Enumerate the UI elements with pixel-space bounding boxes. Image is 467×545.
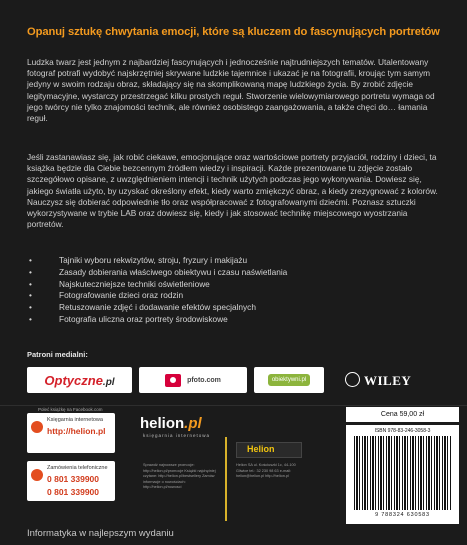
helion-badge: Helion (236, 442, 302, 458)
divider (0, 405, 467, 406)
publisher-address: Helion SA ul. Kościuszki 1c, 44-100 Gliwice tel.: 32 230 98 63 e-mail: helion@helion.pl http://helion.pl (236, 463, 296, 479)
list-item: • Fotografowanie dzieci oraz rodzin (29, 290, 184, 301)
list-item: • Retuszowanie zdjęć i dodawanie efektów specjalnych (29, 302, 256, 313)
phone-icon (31, 469, 43, 481)
list-item: • Najskuteczniejsze techniki oświetleniowe (29, 278, 210, 289)
intro-paragraph: Ludzka twarz jest jednym z najbardziej fascynujących i jednocześnie najtrudniejszych tematów. Utalentowany fotograf potrafi wydobyć najskrzętniej skrywane ludzkie tajemnice i ukazać je na fotografii, kroując tym samym jedyny w swoim rodzaju obraz, składający się na skomplikowaną mapę ludzkiego życia. By zrobić zdjęcie legitymacyjne, wystarczy przestrzegać kilku prostych reguł. Stworzenie wielowymiarowego portretu wymaga od jego twórcy nie tylko znajomości technik, ale również osobistego zaangażowania, a także chęci do… łamania reguł. (27, 57, 435, 124)
bullet-icon: • (29, 313, 32, 324)
facebook-line: Poleć książkę na Facebook.com (38, 407, 103, 412)
bullet-icon: • (29, 290, 32, 301)
barcode-number: 9 788324 630583 (375, 512, 430, 518)
list-item: • Fotografia uliczna oraz portrety środowiskowe (29, 313, 228, 324)
helion-logo: helion.pl (140, 415, 202, 432)
footer-slogan: Informatyka w najlepszym wydaniu (27, 528, 174, 539)
bullet-icon: • (29, 302, 32, 313)
feature-list (27, 255, 427, 326)
bullet-icon: • (29, 278, 32, 289)
camera-icon (165, 374, 181, 387)
partners-label: Patroni medialni: (27, 350, 88, 359)
barcode (346, 425, 459, 524)
list-item: • Zasady dobierania właściwego obiektywu i czasu naświetlania (29, 266, 288, 277)
optyczne-logo: Optyczne.pl (27, 367, 132, 393)
headline: Opanuj sztukę chwytania emocji, które są kluczem do fascynujących portretów (27, 26, 440, 38)
helion-tagline: księgarnia internetowa (143, 433, 211, 438)
phone-card: Zamówienia telefoniczne 0 801 339900 0 801 339900 (27, 461, 115, 501)
bullet-icon: • (29, 255, 32, 265)
bullet-icon: • (29, 266, 32, 277)
isbn: ISBN 978-83-246-3058-3 (374, 428, 431, 434)
obiektywni-logo: obiektywni.pl (254, 367, 324, 393)
barcode-bars (354, 436, 451, 510)
pfoto-logo: pfoto.com (139, 367, 247, 393)
description-paragraph: Jeśli zastanawiasz się, jak robić ciekawe, emocjonujące oraz wartościowe portrety przyjaciół, rodziny i dzieci, ta książka będzie dla Ciebie bezcennym źródłem wiedzy i inspiracji. Każde prezentowane tu zdjęcie zostało szczegółowo opisane, z uwzględnieniem intencji i technik użytych podczas jego wykonywania. Dowiesz się, jakiego światła użyto, by uzyskać określony efekt, kiedy warto zmiękczyć obraz, a kiedy zrezygnować z kolorów. Nauczysz się dobierać odpowiednie tło oraz współpracować z fotografowanymi dziećmi. Poznasz sztuczki wykorzystywane w trybie LAB oraz dowiesz się, kiedy i jak stosować technikę miejscowego wyostrzania portretów. (27, 152, 438, 230)
cart-icon (31, 421, 43, 433)
wiley-mark-icon (345, 372, 360, 387)
wiley-logo: WILEY (345, 372, 411, 389)
divider (225, 437, 227, 521)
price-label: Cena 59,00 zł (346, 407, 459, 422)
bookstore-card: Księgarnia internetowa http://helion.pl (27, 413, 115, 453)
promo-info: Sprawdź najnowsze promocje: http://helion.pl/promocje Książki najchętniej czytane: http://helion.pl/bestsellery Zamów informacje o nowościach: http://helion.pl/nowosci (143, 463, 216, 490)
list-item: • Tajniki wyboru rekwizytów, stroju, fryzury i makijażu (29, 255, 248, 265)
